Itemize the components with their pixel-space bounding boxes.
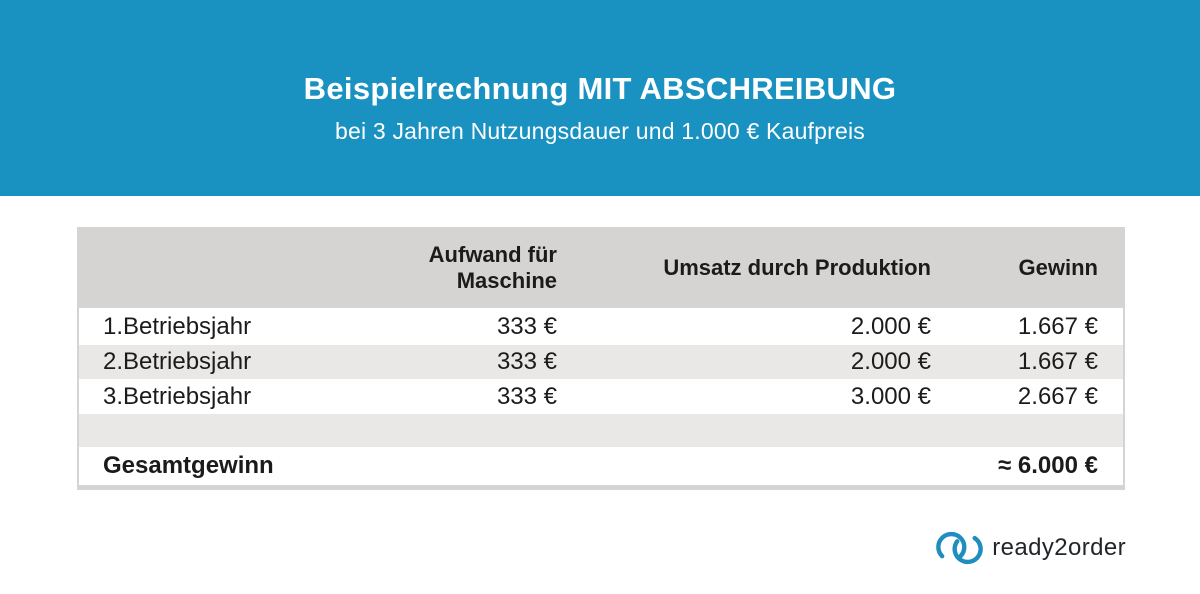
brand-logo (935, 524, 1126, 572)
row-gewinn: 1.667 € (1017, 348, 1098, 375)
row-label: 2.Betriebsjahr (103, 348, 252, 375)
row-gewinn: 1.667 € (1017, 312, 1098, 340)
table-row (79, 379, 1123, 414)
row-label: 3.Betriebsjahr (103, 382, 252, 410)
table-total-row (79, 447, 1123, 485)
row-label: 1.Betriebsjahr (103, 312, 252, 340)
total-label: Gesamtgewinn (103, 452, 274, 479)
row-aufwand: 333 € (496, 348, 557, 375)
total-value: ≈ 6.000 € (998, 452, 1098, 479)
page-title (304, 70, 897, 108)
header-aufwand: Aufwand für Maschine (428, 241, 557, 293)
row-gewinn: 2.667 € (1017, 382, 1098, 410)
table-row (79, 308, 1123, 345)
row-umsatz: 2.000 € (850, 312, 931, 340)
page-subtitle: bei 3 Jahren Nutzungsdauer und 1.000 € Kaufpreis (334, 117, 866, 144)
calculation-table (77, 227, 1125, 490)
brand-logo-text: ready2order (992, 534, 1126, 561)
header-gewinn: Gewinn (1018, 254, 1098, 280)
table-header-row (79, 227, 1123, 308)
page-title-caps: MIT ABSCHREIBUNG (568, 70, 897, 106)
table-spacer-row (79, 414, 1123, 447)
row-umsatz: 3.000 € (850, 382, 931, 410)
row-aufwand: 333 € (496, 312, 557, 340)
banner (0, 0, 1200, 196)
header-umsatz: Umsatz durch Produktion (663, 254, 931, 280)
page-title-bold: Beispielrechnung (303, 70, 569, 106)
row-umsatz: 2.000 € (850, 348, 931, 375)
row-aufwand: 333 € (496, 382, 557, 410)
table-row (79, 345, 1123, 379)
ready2order-icon (935, 524, 983, 572)
